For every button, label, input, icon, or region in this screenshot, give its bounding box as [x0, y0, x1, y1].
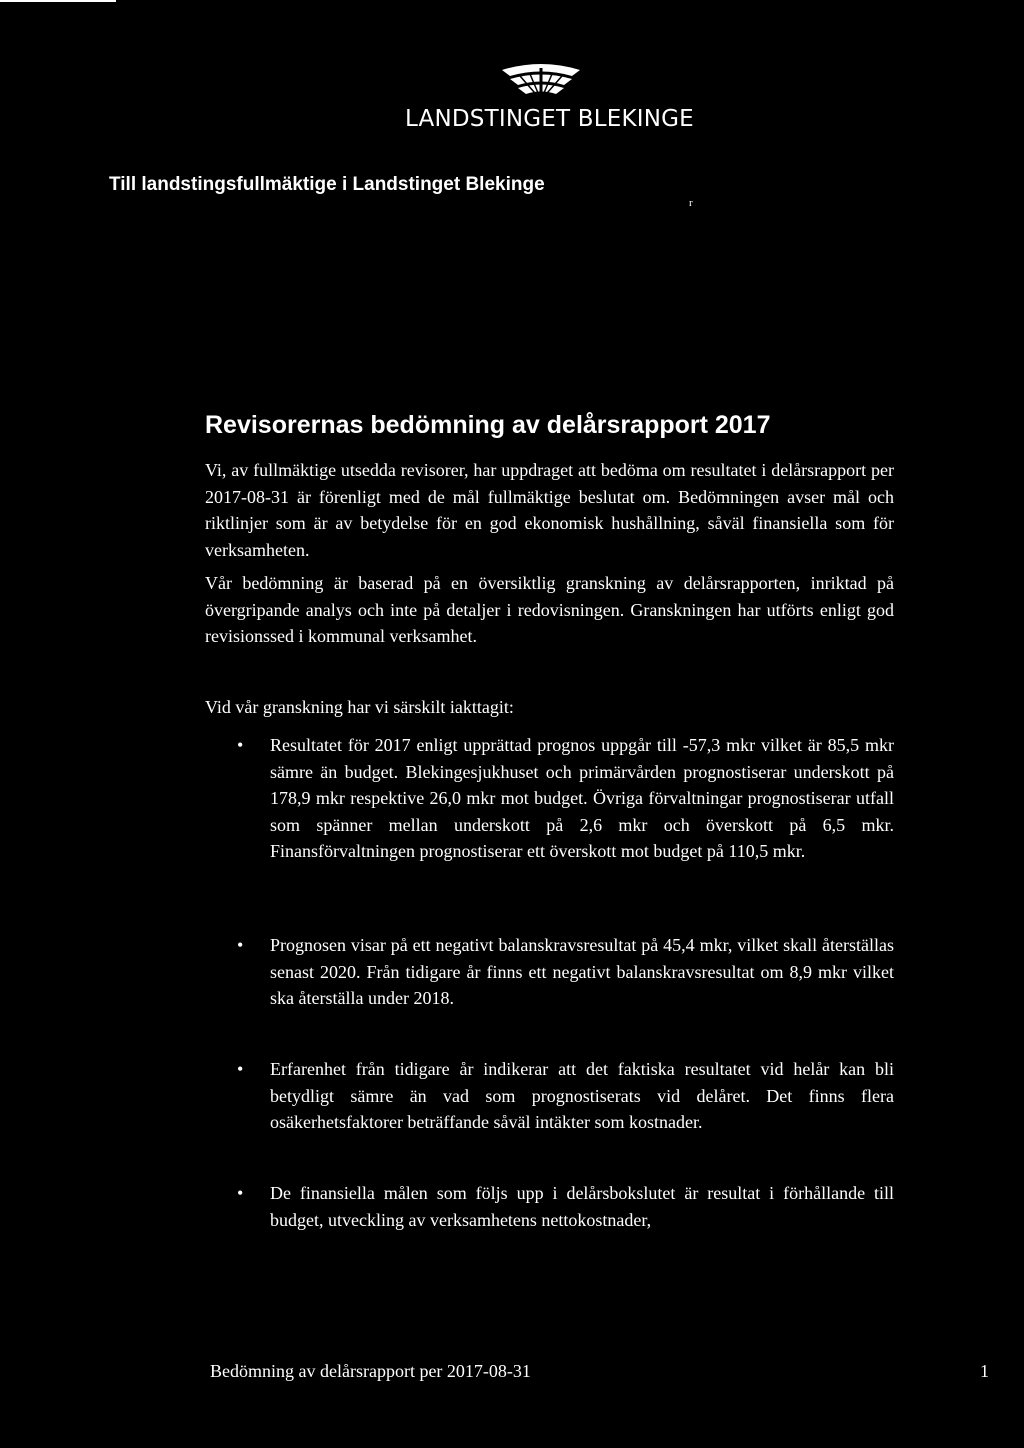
- observations-intro: Vid vår granskning har vi särskilt iakttagit:: [205, 697, 514, 717]
- organization-logo-text: LANDSTINGET BLEKINGE: [405, 106, 694, 132]
- bullet-marker: •: [237, 935, 244, 955]
- paragraph-assignment: Vi, av fullmäktige utsedda revisorer, har uppdraget att bedöma om resultatet i delårsrapport per 2017-08-31 är förenligt med de mål fullmäktige beslutat om. Bedömningen avser mål och riktlinjer som är av betydelse för en god ekonomisk hushållning, såväl finansiella som för verksamheten.: [205, 460, 894, 560]
- list-item-text: Resultatet för 2017 enligt upprättad prognos uppgår till -57,3 mkr vilket är 85,5 mkr sämre än budget. Blekingesjukhuset och primärvården prognostiserar underskott på 178,9 mkr respektive 26,0 mkr mot budget. Övriga förvaltningar prognostiserar utfall som spänner mellan underskott på 2,6 mkr och överskott på 6,5 mkr. Finansförvaltningen prognostiserar ett överskott mot budget på 110,5 mkr.: [270, 735, 894, 861]
- bullet-marker: •: [237, 735, 244, 755]
- report-title: Revisorernas bedömning av delårsrapport 2017: [205, 411, 771, 439]
- page-number: 1: [980, 1361, 989, 1381]
- stray-scan-mark: r: [689, 197, 693, 209]
- scan-edge-mark: [0, 0, 116, 2]
- list-item-text: De finansiella målen som följs upp i delårsbokslutet är resultat i förhållande till budget, utveckling av verksamhetens nettokostnader,: [270, 1183, 894, 1230]
- footer-document-title: Bedömning av delårsrapport per 2017-08-31: [210, 1361, 531, 1381]
- list-item-text: Prognosen visar på ett negativt balanskravsresultat på 45,4 mkr, vilket skall återställas senast 2020. Från tidigare år finns ett negativt balanskravsresultat om 8,9 mkr vilket ska återställa under 2018.: [270, 935, 894, 1008]
- landstinget-blekinge-emblem-icon: [500, 62, 582, 102]
- addressee-heading: Till landstingsfullmäktige i Landstinget Blekinge: [109, 174, 545, 195]
- paragraph-basis: Vår bedömning är baserad på en översiktlig granskning av delårsrapporten, inriktad på övergripande analys och inte på detaljer i redovisningen. Granskningen har utförts enligt god revisionssed i kommunal verksamhet.: [205, 573, 894, 646]
- bullet-marker: •: [237, 1059, 244, 1079]
- list-item-text: Erfarenhet från tidigare år indikerar att det faktiska resultatet vid helår kan bli betydligt sämre än vad som prognostiserats vid delåret. Det finns flera osäkerhetsfaktorer beträffande såväl intäkter som kostnader.: [270, 1059, 894, 1132]
- bullet-marker: •: [237, 1183, 244, 1203]
